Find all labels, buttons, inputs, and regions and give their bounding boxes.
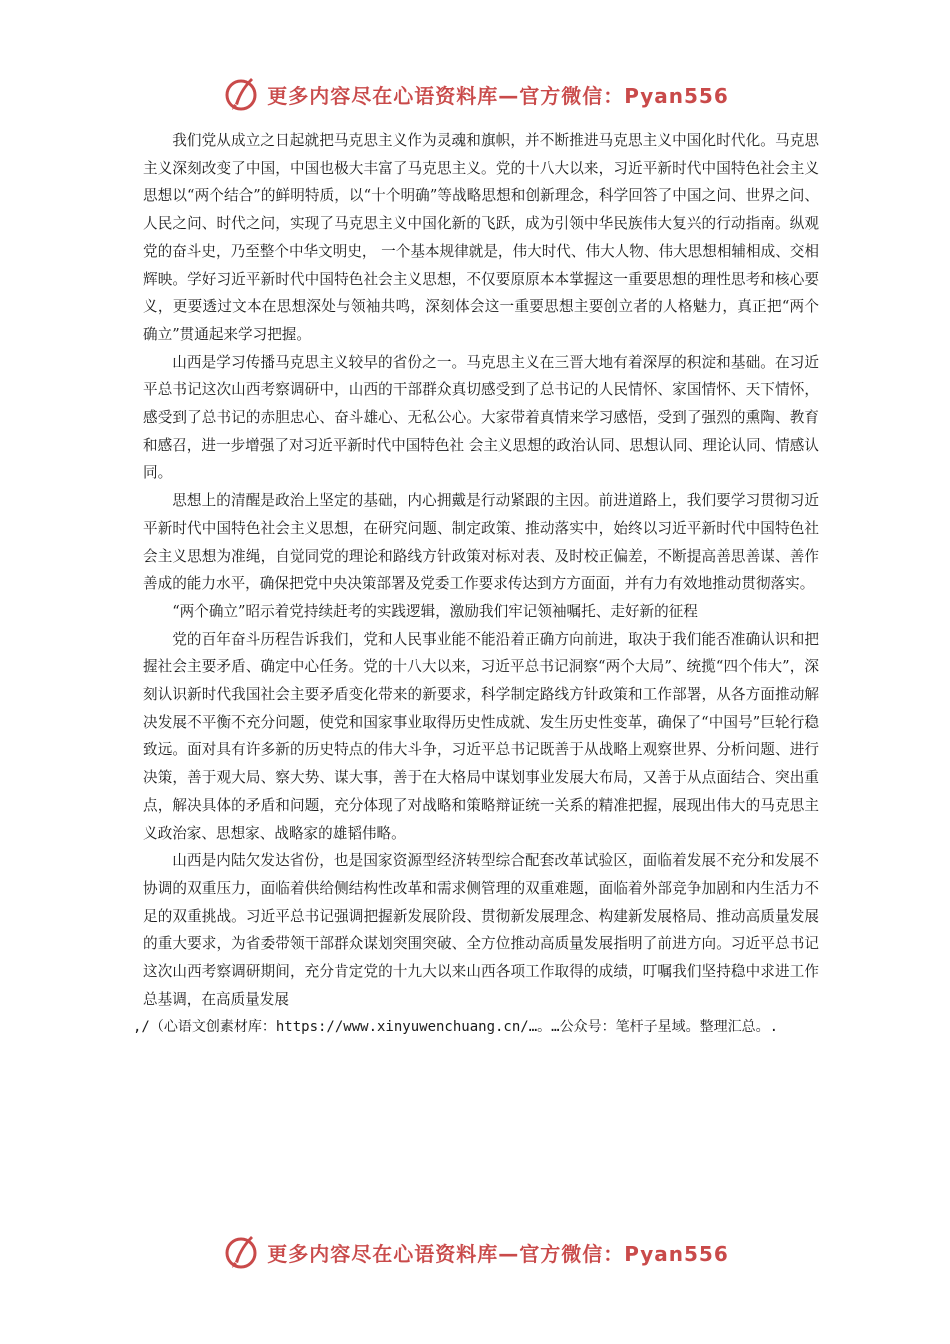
paragraph: 党的百年奋斗历程告诉我们，党和人民事业能不能沿着正确方向前进，取决于我们能否准确认识和把握社会主要矛盾、确定中心任务。党的十八大以来，习近平总书记洞察“两个大局”、统揽“四个伟大”，深刻认识新时代我国社会主要矛盾变化带来的新要求，科学制定路线方针政策和工作部署，从各方面推动解决发展不平衡不充分问题，使党和国家事业取得历史性成就、发生历史性变革，确保了“中国号”巨轮行稳致远。面对具有许多新的历史特点的伟大斗争，习近平总书记既善于从战略上观察世界、分析问题、进行决策，善于观大局、察大势、谋大事，善于在大格局中谋划事业发展大布局，又善于从点面结合、突出重点，解决具体的矛盾和问题，充分体现了对战略和策略辩证统一关系的精准把握，展现出伟大的马克思主义政治家、思想家、战略家的雄韬伟略。 <box>143 630 819 842</box>
paragraph: 思想上的清醒是政治上坚定的基础，内心拥戴是行动紧跟的主因。前进道路上，我们要学习贯彻习近平新时代中国特色社会主义思想，在研究问题、制定政策、推动落实中，始终以习近平新时代中国特色社会主义思想为准绳，自觉同党的理论和路线方针政策对标对表、及时校正偏差，不断提高善思善谋、善作善成的能力水平，确保把党中央决策部署及党委工作要求传达到方方面面，并有力有效地推动贯彻落实。 <box>143 492 819 593</box>
banner-text: 更多内容尽在心语资料库—官方微信：Pyan556 <box>267 83 729 108</box>
paragraph: 山西是学习传播马克思主义较早的省份之一。马克思主义在三晋大地有着深厚的积淀和基础。在习近平总书记这次山西考察调研中，山西的干部群众真切感受到了总书记的人民情怀、家国情怀、天下情怀，感受到了总书记的赤胆忠心、奋斗雄心、无私公心。大家带着真情来学习感悟，受到了强烈的熏陶、教育和感召，进一步增强了对习近平新时代中国特色社 会主义思想的政治认同、思想认同、理论认同、情感认同。 <box>143 353 819 482</box>
paragraph: 我们党从成立之日起就把马克思主义作为灵魂和旗帜，并不断推进马克思主义中国化时代化。马克思主义深刻改变了中国，中国也极大丰富了马克思主义。党的十八大以来，习近平新时代中国特色社会主义思想以“两个结合”的鲜明特质，以“十个明确”等战略思想和创新理念，科学回答了中国之问、世界之问、人民之问、时代之问，实现了马克思主义中国化新的飞跃，成为引领中华民族伟大复兴的行动指南。纵观党的奋斗史，乃至整个中华文明史， 一个基本规律就是，伟大时代、伟大人物、伟大思想相辅相成、交相辉映。学好习近平新时代中国特色社会主义思想，不仅要原原本本掌握这一重要思想的理性思考和核心要义，更要透过文本在思想深处与领袖共鸣，深刻体会这一重要思想主要创立者的人格魅力，真正把“两个确立”贯通起来学习把握。 <box>143 132 819 343</box>
paragraph: 山西是内陆欠发达省份，也是国家资源型经济转型综合配套改革试验区，面临着发展不充分和发展不协调的双重压力，面临着供给侧结构性改革和需求侧管理的双重难题，面临着外部竞争加剧和内生活力不足的双重挑战。习近平总书记强调把握新发展阶段、贯彻新发展理念、构建新发展格局、推动高质量发展的重大要求，为省委带领干部群众谋划突围突破、全方位推动高质量发展指明了前进方向。习近平总书记这次山西考察调研期间，充分肯定党的十九大以来山西各项工作取得的成绩，叮嘱我们坚持稳中求进工作总基调，在高质量发展 <box>143 852 819 1008</box>
section-heading: “两个确立”昭示着党持续赶考的实践逻辑，激励我们牢记领袖嘱托、走好新的征程 <box>172 602 698 620</box>
document-body <box>133 127 819 1041</box>
quill-pen-circle-icon <box>221 74 261 114</box>
header-banner <box>0 72 950 116</box>
quill-pen-circle-icon <box>221 1232 261 1272</box>
footer-banner <box>0 1230 950 1274</box>
banner-text: 更多内容尽在心语资料库—官方微信：Pyan556 <box>267 1241 729 1266</box>
source-note: ,/（心语文创素材库：https://www.xinyuwenchuang.cn/…。…公众号：笔杆子星域。整理汇总。. <box>133 1018 779 1035</box>
